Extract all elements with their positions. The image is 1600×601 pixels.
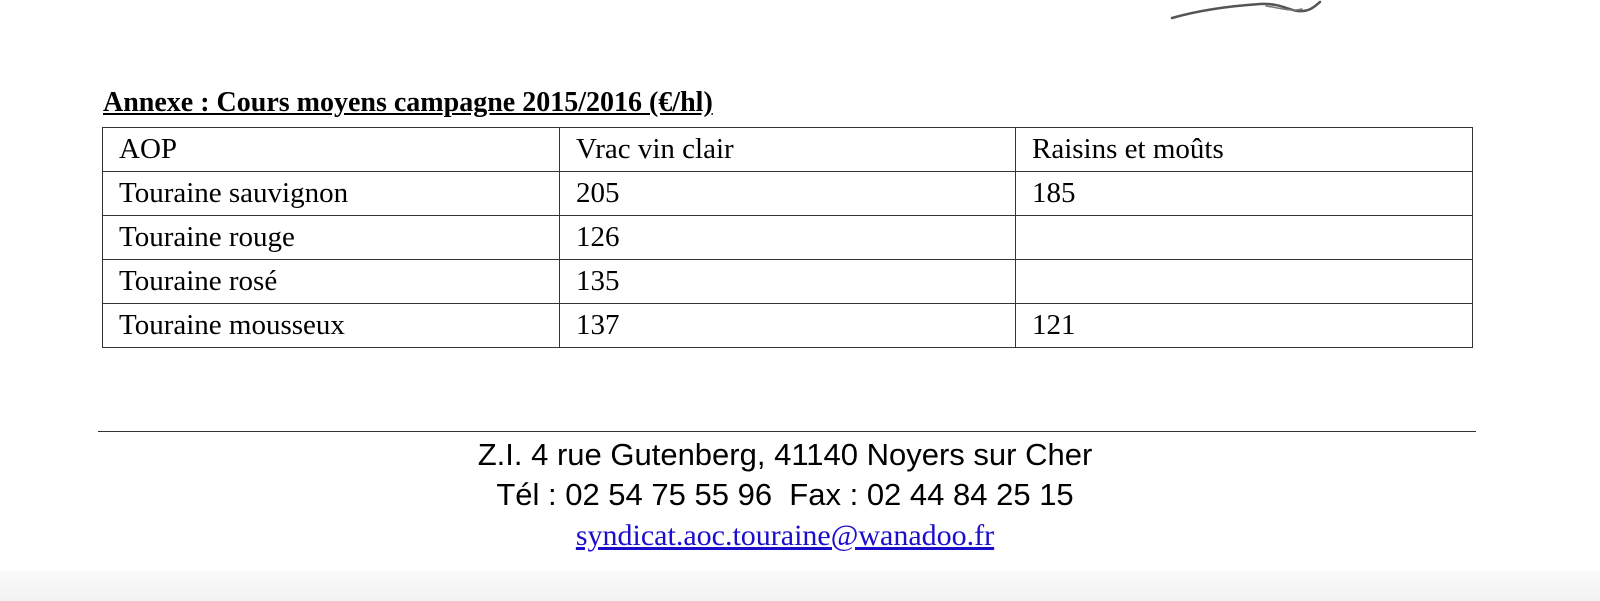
column-header-aop: AOP — [103, 128, 560, 172]
table-cell: 205 — [560, 172, 1016, 216]
footer-address: Z.I. 4 rue Gutenberg, 41140 Noyers sur Cher — [477, 437, 1093, 472]
table-cell: 137 — [560, 304, 1016, 348]
table-cell: 185 — [1016, 172, 1473, 216]
table-row — [103, 260, 1473, 304]
annex-title: Annexe : Cours moyens campagne 2015/2016 (€/hl) — [103, 87, 713, 118]
table-row — [103, 172, 1473, 216]
table-cell: 126 — [560, 216, 1016, 260]
column-header-raisins: Raisins et moûts — [1016, 128, 1473, 172]
table-row — [103, 216, 1473, 260]
footer-divider — [98, 431, 1476, 432]
signature-stroke — [1170, 0, 1340, 24]
page-bottom-edge — [0, 571, 1600, 601]
table-cell: Touraine sauvignon — [103, 172, 560, 216]
table-header-row — [103, 128, 1473, 172]
table-cell: 121 — [1016, 304, 1473, 348]
price-table — [102, 127, 1473, 348]
table-cell: 135 — [560, 260, 1016, 304]
table-row — [103, 304, 1473, 348]
table-cell — [1016, 216, 1473, 260]
email-link[interactable]: syndicat.aoc.touraine@wanadoo.fr — [575, 519, 995, 552]
table-cell: Touraine rouge — [103, 216, 560, 260]
table-cell: Touraine mousseux — [103, 304, 560, 348]
column-header-vrac: Vrac vin clair — [560, 128, 1016, 172]
footer-phone-fax: Tél : 02 54 75 55 96 Fax : 02 44 84 25 15 — [496, 477, 1074, 512]
footer-email-line — [0, 516, 1570, 556]
table-cell: Touraine rosé — [103, 260, 560, 304]
table-cell — [1016, 260, 1473, 304]
